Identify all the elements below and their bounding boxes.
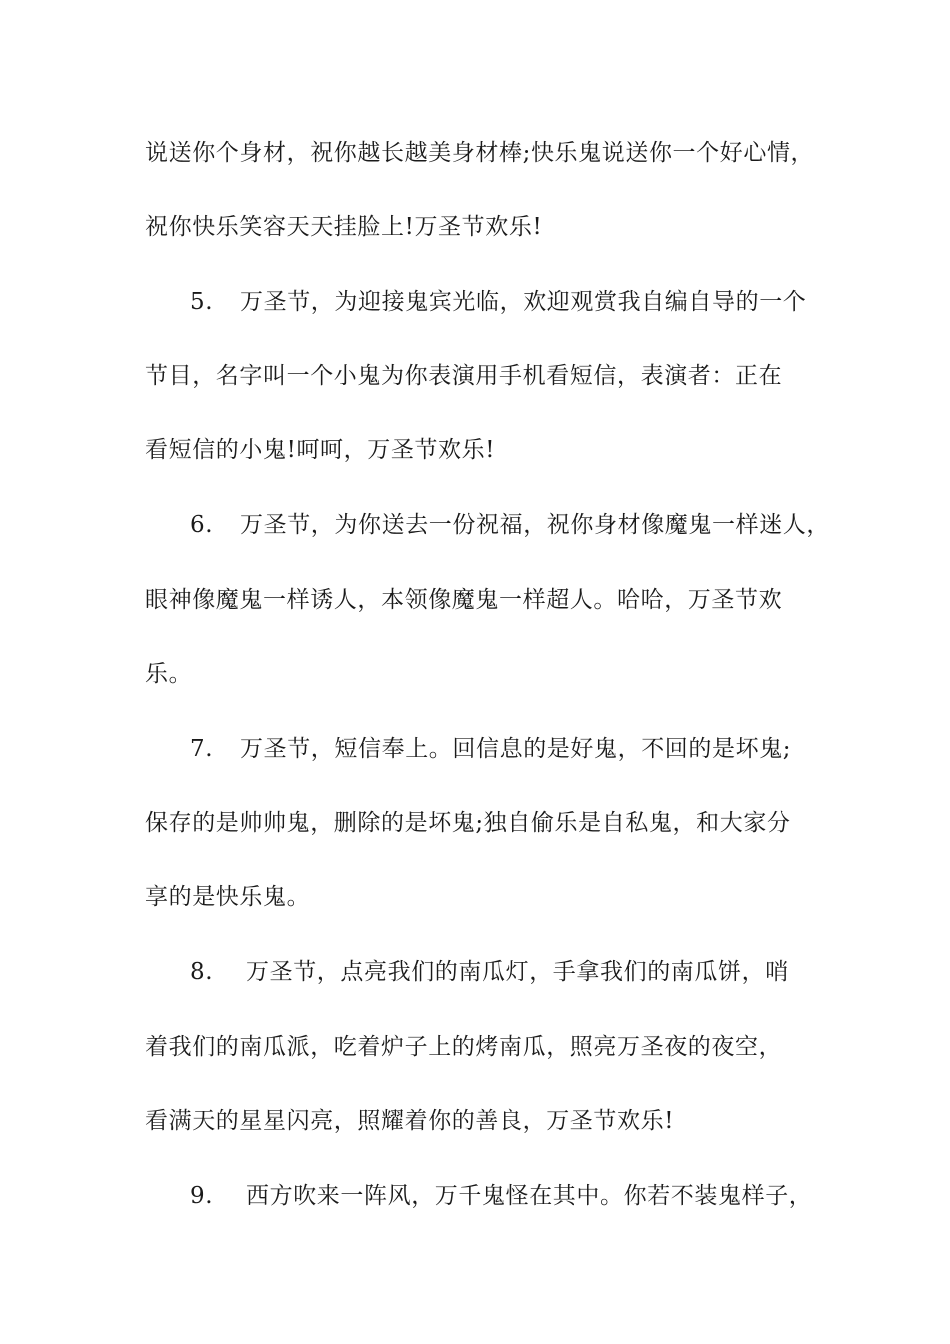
list-item-8-line [190,952,870,992]
text-line: 乐。 [145,661,193,687]
list-number: 9. [190,1183,214,1209]
list-item-6-line [190,505,870,545]
text-line: 万圣节，为迎接鬼宾光临，欢迎观赏我自编自导的一个 [240,289,807,315]
text-line: 万圣节，短信奉上。回信息的是好鬼，不回的是坏鬼; [240,736,792,762]
list-number: 7. [190,736,214,762]
list-number: 6. [190,512,214,538]
text-line: 看满天的星星闪亮，照耀着你的善良，万圣节欢乐! [145,1108,675,1134]
text-line: 享的是快乐鬼。 [145,884,311,910]
text-line: 说送你个身材，祝你越长越美身材棒;快乐鬼说送你一个好心情， [145,140,815,166]
list-item-9-line [190,1176,870,1216]
text-line: 万圣节，点亮我们的南瓜灯，手拿我们的南瓜饼，哨 [246,959,789,985]
text-line: 万圣节，为你送去一份祝福，祝你身材像魔鬼一样迷人， [240,512,830,538]
list-number: 5. [190,289,214,315]
text-line: 着我们的南瓜派，吃着炉子上的烤南瓜，照亮万圣夜的夜空， [145,1034,783,1060]
text-line: 西方吹来一阵风，万千鬼怪在其中。你若不装鬼样子， [246,1183,813,1209]
list-number: 8. [190,959,214,985]
text-line: 保存的是帅帅鬼，删除的是坏鬼;独自偷乐是自私鬼，和大家分 [145,810,791,836]
list-item-5-line [190,282,870,322]
text-line: 祝你快乐笑容天天挂脸上!万圣节欢乐! [145,214,543,240]
text-line: 眼神像魔鬼一样诱人，本领像魔鬼一样超人。哈哈，万圣节欢 [145,587,783,613]
list-item-7-line [190,729,870,769]
text-line: 看短信的小鬼!呵呵，万圣节欢乐! [145,437,496,463]
text-line: 节目，名字叫一个小鬼为你表演用手机看短信，表演者：正在 [145,363,783,389]
